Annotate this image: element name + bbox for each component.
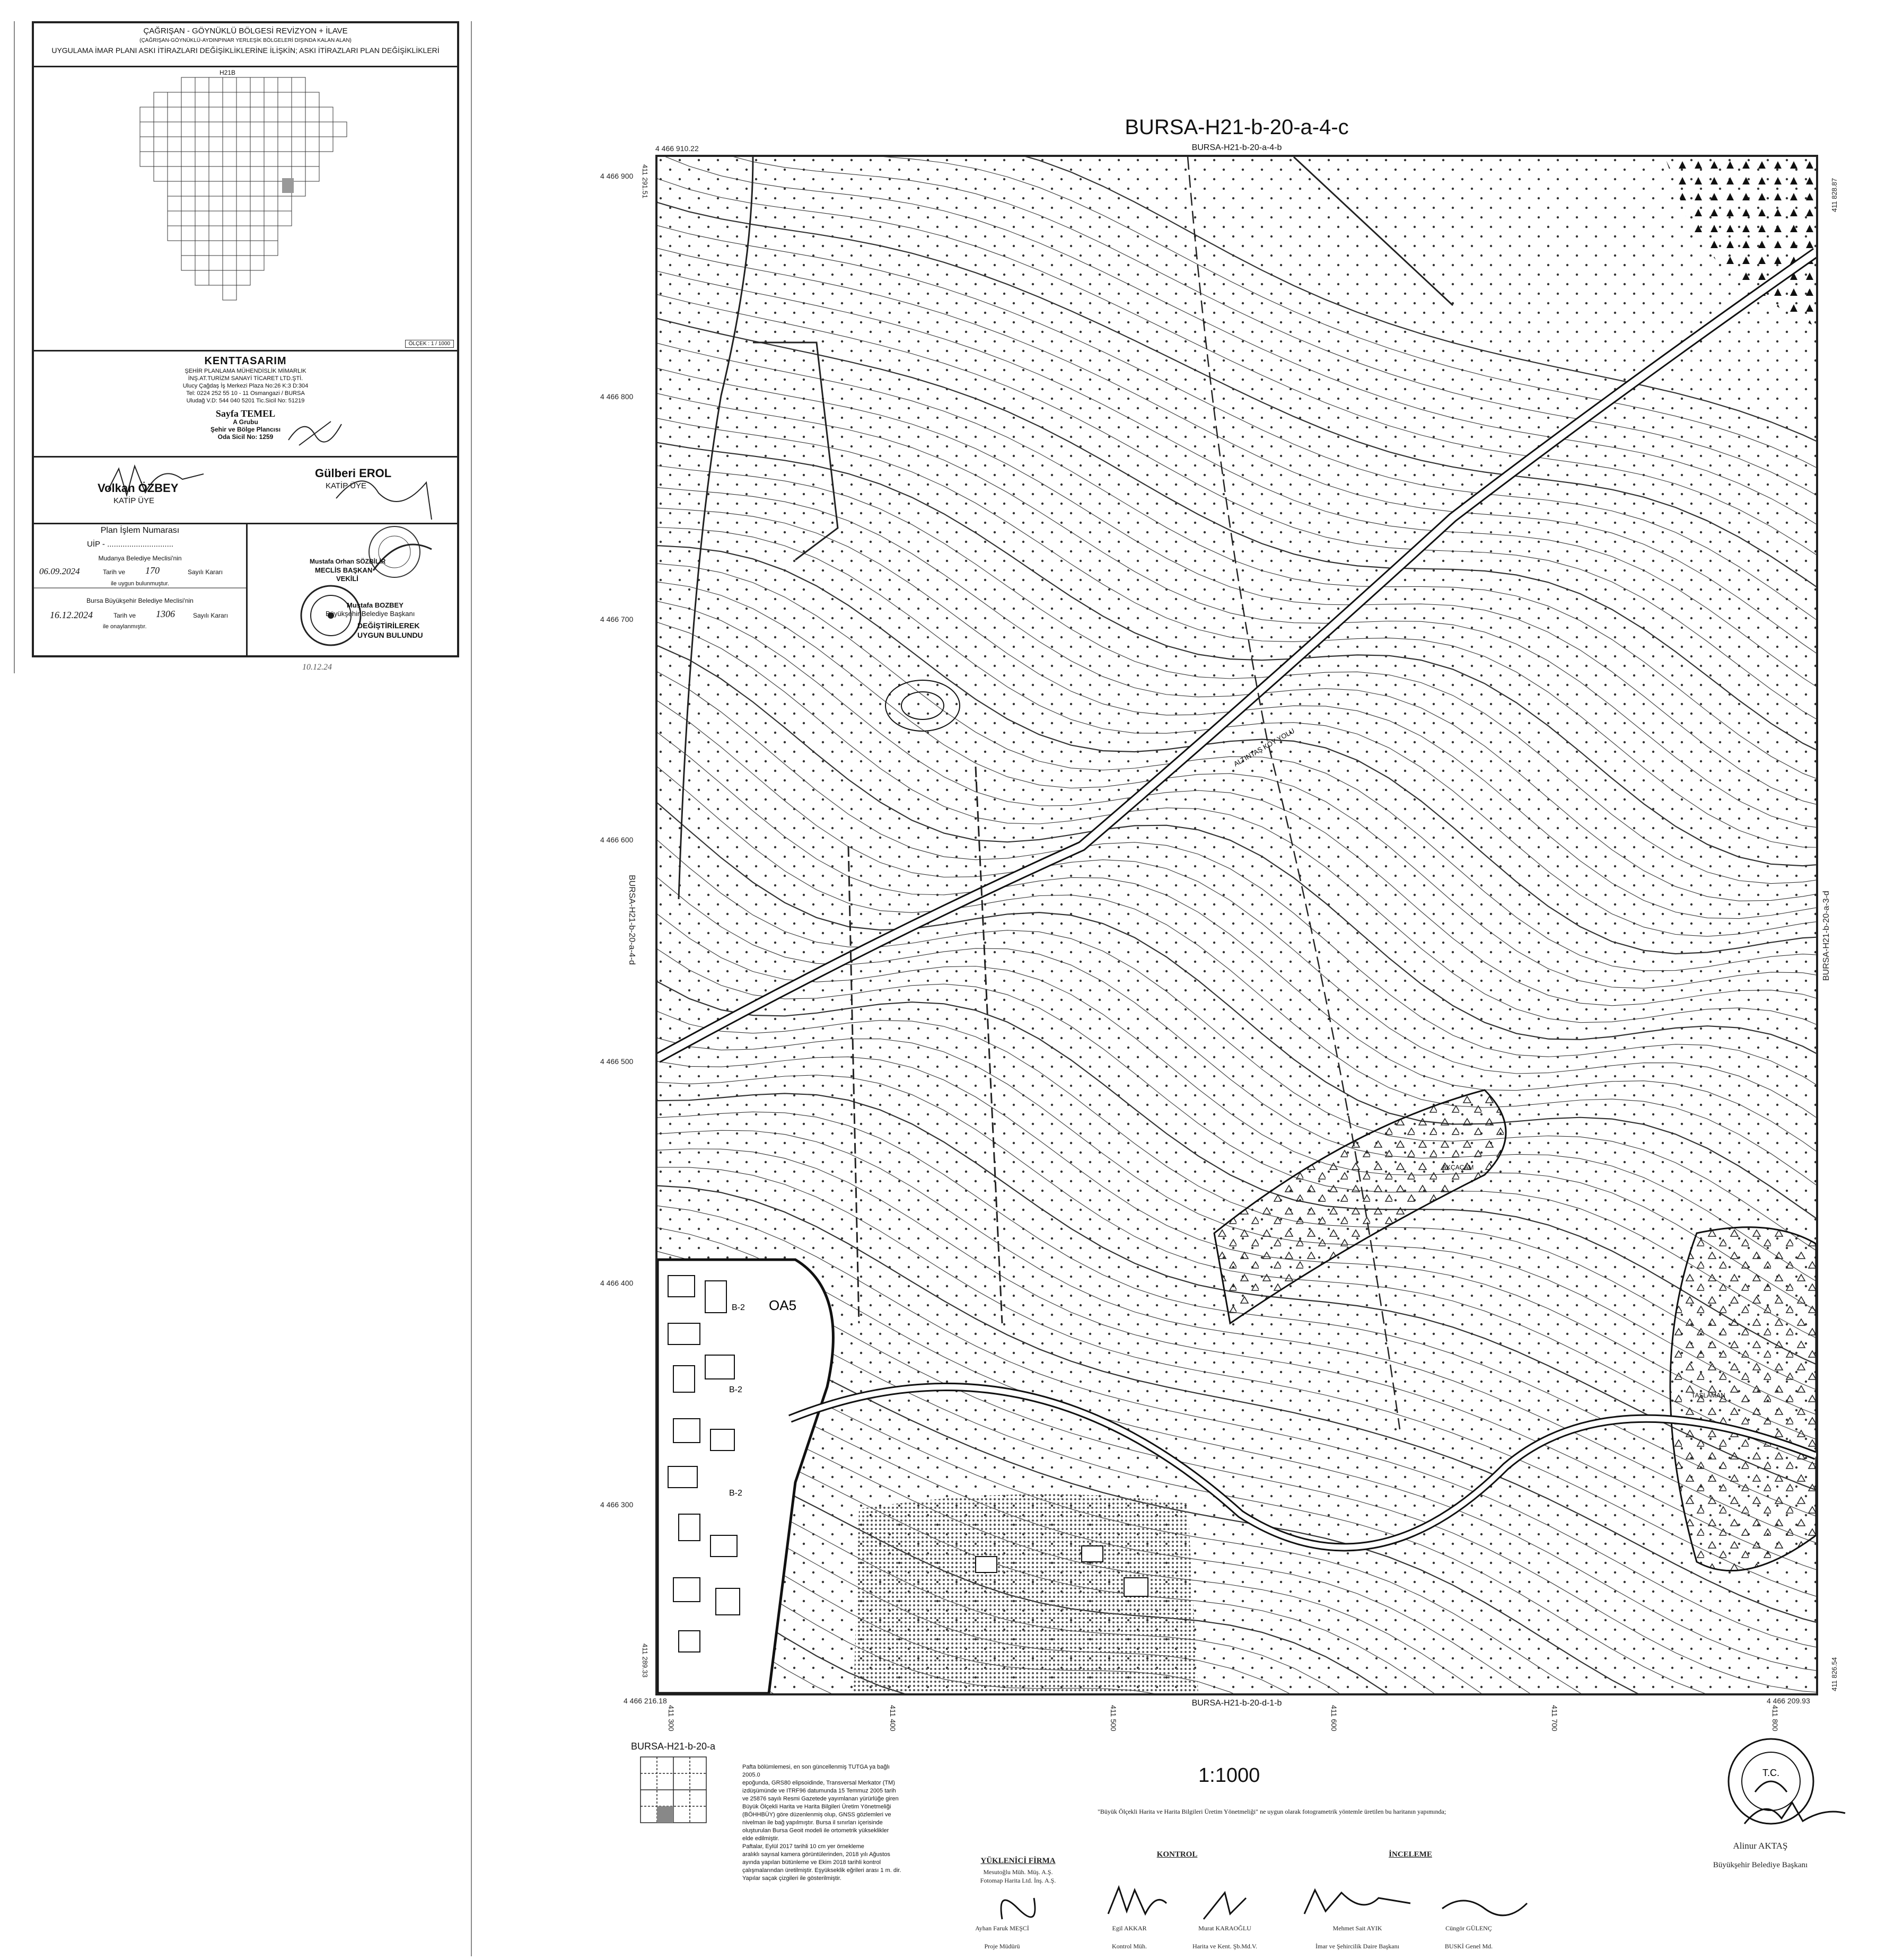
index-cell bbox=[264, 122, 278, 137]
index-cell bbox=[292, 77, 305, 92]
index-cell bbox=[195, 181, 209, 196]
firm-title: YÜKLENİCİ FİRMA bbox=[980, 1857, 1056, 1865]
bottom-tick: 411 400 bbox=[889, 1705, 897, 1732]
index-cell bbox=[181, 241, 195, 256]
meclis-stamp-line: VEKİLİ bbox=[336, 575, 358, 583]
firm-line: Fotomap Harita Ltd. İnş. A.Ş. bbox=[980, 1877, 1056, 1884]
left-tick: 4 466 500 bbox=[600, 1057, 634, 1066]
index-cell bbox=[168, 152, 181, 166]
signatory-name: Murat KARAOĞLU bbox=[1198, 1924, 1251, 1932]
note-line: nivelman ile bağ yapılmıştır. Bursa il sınırları içerisinde bbox=[742, 1820, 883, 1826]
index-cell bbox=[195, 256, 209, 270]
clerk-signature-right bbox=[331, 461, 437, 520]
index-cell bbox=[223, 152, 236, 166]
index-cell bbox=[264, 226, 278, 241]
index-cell bbox=[250, 196, 264, 211]
index-cell bbox=[140, 122, 154, 137]
index-cell bbox=[223, 166, 236, 181]
index-cell bbox=[250, 77, 264, 92]
signatory-name: Mehmet Sait AYIK bbox=[1332, 1924, 1382, 1932]
index-cell bbox=[195, 226, 209, 241]
signatory-role: BUSKİ Genel Md. bbox=[1444, 1943, 1493, 1950]
index-cell bbox=[278, 107, 292, 122]
plan-number-title: Plan İşlem Numarası bbox=[100, 526, 180, 535]
index-cell bbox=[195, 77, 209, 92]
index-cell bbox=[209, 77, 223, 92]
left-tick: 4 466 400 bbox=[600, 1279, 634, 1287]
index-cell bbox=[250, 181, 264, 196]
header-line-1: ÇAĞRIŞAN - GÖYNÜKLÜ BÖLGESİ REVİZYON + İLAVE bbox=[143, 27, 348, 36]
map-scale: 1:1000 bbox=[1198, 1764, 1260, 1787]
planner-line: A Grubu bbox=[233, 418, 258, 426]
index-cell bbox=[181, 77, 195, 92]
bursa-line-3: ile onaylanmıştır. bbox=[103, 623, 147, 630]
building bbox=[673, 1578, 700, 1602]
index-cell bbox=[168, 92, 181, 107]
building bbox=[716, 1588, 740, 1615]
index-cell bbox=[209, 152, 223, 166]
signatures bbox=[976, 1882, 1559, 1930]
index-grid-map bbox=[34, 72, 457, 348]
index-cell bbox=[209, 137, 223, 152]
index-cell bbox=[223, 137, 236, 152]
index-cell bbox=[195, 107, 209, 122]
index-cell bbox=[181, 122, 195, 137]
signatory-name: Ayhan Faruk MEŞCİ bbox=[975, 1924, 1029, 1932]
bursa-line-1: Bursa Büyükşehir Belediye Meclisi'nin bbox=[86, 597, 194, 604]
index-cell bbox=[140, 137, 154, 152]
b2-label: B-2 bbox=[729, 1489, 742, 1498]
index-cell bbox=[292, 107, 305, 122]
index-cell bbox=[209, 122, 223, 137]
index-cell bbox=[223, 196, 236, 211]
index-cell bbox=[168, 107, 181, 122]
index-cell bbox=[140, 107, 154, 122]
index-cell bbox=[278, 196, 292, 211]
b2-label: B-2 bbox=[729, 1385, 742, 1394]
approval-section bbox=[34, 523, 457, 655]
index-cell bbox=[223, 270, 236, 285]
note-line: ayında yapılan bütünleme ve Ekim 2018 tarihli kontrol bbox=[742, 1859, 881, 1866]
index-cell bbox=[250, 122, 264, 137]
bb-stamp-line: DEĞİŞTİRİLEREK bbox=[357, 621, 420, 630]
index-cell bbox=[181, 226, 195, 241]
index-cell bbox=[223, 241, 236, 256]
index-cell bbox=[181, 196, 195, 211]
index-cell bbox=[223, 107, 236, 122]
bottom-tick: 411 700 bbox=[1550, 1705, 1559, 1732]
clerk-left-name: Volkan ÖZBEY bbox=[98, 481, 179, 495]
header-line-3: UYGULAMA İMAR PLANI ASKI İTİRAZLARI DEĞİŞİKLİKLERİNE İLİŞKİN; ASKI İTİRAZLARI PLAN DEĞİŞİKLİKLERİ bbox=[51, 46, 440, 55]
forest-label: AKÇAÇAM bbox=[1442, 1164, 1474, 1171]
note-block-2 bbox=[742, 1843, 901, 1883]
index-cell bbox=[223, 77, 236, 92]
left-tick: 4 466 900 bbox=[600, 172, 634, 180]
note-line: Yapılar saçak çizgileri ile gösterilmiştir. bbox=[742, 1875, 841, 1882]
index-cell bbox=[168, 226, 181, 241]
index-cell bbox=[154, 166, 168, 181]
index-cell bbox=[209, 270, 223, 285]
index-cell bbox=[154, 107, 168, 122]
mudanya-no: 170 bbox=[145, 565, 160, 576]
index-cell bbox=[209, 166, 223, 181]
index-cell bbox=[236, 92, 250, 107]
left-tick: 4 466 300 bbox=[600, 1500, 634, 1509]
neighbor-left: BURSA-H21-b-20-a-4-d bbox=[627, 875, 636, 965]
index-cell bbox=[154, 137, 168, 152]
clerk-right-name: Gülberi EROL bbox=[315, 467, 392, 480]
index-cell bbox=[250, 166, 264, 181]
signatory-name: Cüngör GÜLENÇ bbox=[1445, 1924, 1492, 1932]
building bbox=[976, 1557, 997, 1572]
company-line: Ulucy Çağdaş İş Merkezi Plaza No:26 K:3 D:304 bbox=[182, 383, 309, 389]
index-cell bbox=[209, 196, 223, 211]
clerks-section bbox=[34, 456, 457, 524]
left-tick: 4 466 700 bbox=[600, 615, 634, 623]
index-cell bbox=[168, 211, 181, 226]
building bbox=[705, 1355, 734, 1379]
legend-header bbox=[34, 23, 457, 67]
building bbox=[711, 1429, 734, 1451]
index-cell bbox=[236, 196, 250, 211]
index-cell bbox=[168, 122, 181, 137]
index-cell bbox=[264, 137, 278, 152]
index-cell bbox=[209, 92, 223, 107]
index-cell bbox=[236, 256, 250, 270]
mudanya-tarih: Tarih ve bbox=[103, 568, 126, 576]
index-cell bbox=[250, 256, 264, 270]
note-line: Paftalar, Eylül 2017 tarihli 10 cm yer örnekleme bbox=[742, 1843, 864, 1850]
index-cell bbox=[140, 152, 154, 166]
index-cell bbox=[319, 107, 333, 122]
neighbor-bottom: BURSA-H21-b-20-d-1-b bbox=[1191, 1699, 1282, 1708]
index-cell bbox=[319, 137, 333, 152]
page-border-mid bbox=[471, 21, 472, 1956]
bursa-date: 16.12.2024 bbox=[50, 610, 93, 620]
index-cell bbox=[278, 92, 292, 107]
company-section bbox=[34, 350, 457, 458]
approval-divider bbox=[246, 523, 248, 655]
index-cell bbox=[195, 211, 209, 226]
building bbox=[679, 1631, 700, 1652]
index-cell bbox=[181, 92, 195, 107]
index-cell bbox=[319, 122, 333, 137]
bb-stamp-line: UYGUN BULUNDU bbox=[357, 631, 423, 639]
mudanya-sayili: Sayılı Kararı bbox=[188, 568, 223, 576]
index-cell bbox=[305, 152, 319, 166]
index-cell bbox=[209, 107, 223, 122]
left-tick: 4 466 600 bbox=[600, 836, 634, 844]
index-cell bbox=[236, 122, 250, 137]
index-cell bbox=[195, 196, 209, 211]
index-cell bbox=[264, 211, 278, 226]
index-cell bbox=[236, 270, 250, 285]
control-title: KONTROL bbox=[1156, 1850, 1198, 1859]
signatory-role: Kontrol Müh. bbox=[1112, 1943, 1147, 1950]
note-line: çalışmalarından üretilmiştir. Eşyükseklik eğrileri arası 1 m. dir. bbox=[742, 1867, 901, 1874]
note-line: oluşturulan Bursa Geoit modeli ile ortometrik yükseklikler elde edilmiştir. bbox=[742, 1827, 889, 1842]
index-cell bbox=[292, 152, 305, 166]
index-cell bbox=[154, 122, 168, 137]
index-cell bbox=[168, 166, 181, 181]
index-cell bbox=[181, 256, 195, 270]
index-cell bbox=[250, 152, 264, 166]
page-border-left bbox=[14, 21, 15, 673]
inspection-title: İNCELEME bbox=[1389, 1850, 1432, 1859]
index-cell bbox=[305, 107, 319, 122]
legend-panel bbox=[32, 21, 459, 657]
header-line-2: (ÇAĞRIŞAN-GÖYNÜKLÜ-AYDINPINAR YERLEŞİK BÖLGELERİ DIŞINDA KALAN ALAN) bbox=[139, 38, 352, 43]
road-label: ALTINTAŞ KÖY YOLU bbox=[1232, 726, 1296, 768]
bottom-tick: 411 300 bbox=[667, 1705, 676, 1732]
building bbox=[705, 1281, 726, 1313]
index-cell bbox=[264, 107, 278, 122]
building bbox=[673, 1419, 700, 1443]
corner-bl: 4 466 216.18 bbox=[624, 1697, 667, 1705]
bb-stamp-line: Mustafa BOZBEY bbox=[347, 601, 404, 609]
index-cell bbox=[278, 152, 292, 166]
index-cell bbox=[278, 137, 292, 152]
index-cell bbox=[223, 256, 236, 270]
map-title: BURSA-H21-b-20-a-4-c bbox=[1125, 116, 1349, 139]
corner-bl-x: 411 289.33 bbox=[641, 1643, 649, 1678]
index-cell bbox=[292, 122, 305, 137]
building bbox=[1082, 1546, 1103, 1562]
company-name: KENTTASARIM bbox=[204, 355, 287, 367]
clerk-left-role: KATİP ÜYE bbox=[113, 496, 154, 505]
index-cell bbox=[236, 137, 250, 152]
meclis-stamp-line: Mustafa Orhan SÖZBİLİR bbox=[310, 558, 386, 565]
index-cell bbox=[305, 166, 319, 181]
neighbor-right: BURSA-H21-b-20-a-3-d bbox=[1822, 891, 1831, 981]
index-cell bbox=[195, 241, 209, 256]
index-cell bbox=[264, 181, 278, 196]
index-cell bbox=[278, 211, 292, 226]
clerk-right-role: KATİP ÜYE bbox=[326, 481, 366, 490]
mudanya-line-3: ile uygun bulunmuştur. bbox=[110, 581, 170, 587]
sheet-index-highlight bbox=[657, 1806, 673, 1823]
planner-name: Sayfa TEMEL bbox=[215, 408, 276, 419]
index-cell bbox=[209, 226, 223, 241]
mayor-signature bbox=[1734, 1792, 1850, 1834]
bursa-no: 1306 bbox=[156, 609, 175, 619]
corner-tl: 4 466 910.22 bbox=[655, 144, 699, 153]
index-cell bbox=[223, 181, 236, 196]
meclis-stamp-line: MECLİS BAŞKAN bbox=[315, 566, 373, 574]
building bbox=[679, 1514, 700, 1541]
index-cell bbox=[181, 211, 195, 226]
mudanya-line-1: Mudanya Belediye Meclisi'nin bbox=[98, 555, 182, 562]
firm-line: Mesutoğlu Müh. Müş. A.Ş. bbox=[983, 1868, 1053, 1876]
planner-line: Şehir ve Bölge Plancısı bbox=[210, 426, 281, 433]
note-line: aralıklı sayısal kamera görüntülerinden, 2018 yılı Ağustos bbox=[742, 1851, 890, 1858]
signatory-role: Harita ve Kent. Şb.Md.V. bbox=[1192, 1943, 1258, 1950]
note-line: ve 25876 sayılı Resmi Gazetede yayımlanan yürürlüğe giren bbox=[742, 1796, 899, 1802]
regulation-note: "Büyük Ölçekli Harita ve Harita Bilgileri Üretim Yönetmeliği" ne uygun olarak fotogrametrik yöntemle üretilen bu haritanın yapımında; bbox=[1098, 1808, 1446, 1815]
index-cell bbox=[264, 196, 278, 211]
index-cell bbox=[264, 241, 278, 256]
topographic-map bbox=[657, 157, 1816, 1693]
index-cell bbox=[209, 241, 223, 256]
index-cell bbox=[250, 241, 264, 256]
note-line: Büyük Ölçekli Harita ve Harita Bilgileri Üretim Yönetmeliği bbox=[742, 1804, 891, 1810]
vegetation-dots bbox=[657, 157, 1816, 1693]
index-cell bbox=[236, 181, 250, 196]
uip-field: UİP - .............................. bbox=[87, 540, 174, 549]
signatory-role: İmar ve Şehircilik Daire Başkanı bbox=[1315, 1943, 1399, 1950]
index-cell bbox=[250, 226, 264, 241]
mayor-role: Büyükşehir Belediye Başkanı bbox=[1713, 1861, 1808, 1869]
map-frame bbox=[655, 155, 1818, 1695]
index-cell bbox=[333, 122, 347, 137]
corner-tr-x: 411 828.87 bbox=[1830, 178, 1838, 212]
index-cell bbox=[236, 107, 250, 122]
index-cell bbox=[168, 196, 181, 211]
seal-text: T.C. bbox=[1762, 1768, 1780, 1778]
index-cell bbox=[181, 166, 195, 181]
index-cell bbox=[209, 211, 223, 226]
bottom-tick: 411 600 bbox=[1330, 1705, 1338, 1732]
note-line: (BÖHHBÜY) göre düzenlenmiş olup, GNSS gözlemleri ve bbox=[742, 1812, 891, 1818]
note-line: izdüşümünde ve ITRF96 datumunda 15 Temmuz 2005 tarih bbox=[742, 1788, 896, 1794]
index-cell bbox=[305, 137, 319, 152]
building bbox=[668, 1276, 695, 1297]
index-cell bbox=[223, 285, 236, 300]
index-cell bbox=[195, 166, 209, 181]
mudanya-date: 06.09.2024 bbox=[39, 566, 80, 576]
index-cell bbox=[236, 241, 250, 256]
building bbox=[668, 1466, 697, 1488]
index-cell bbox=[181, 152, 195, 166]
signatory-role: Proje Müdürü bbox=[984, 1943, 1020, 1950]
index-cell bbox=[154, 152, 168, 166]
bursa-tarih: Tarih ve bbox=[113, 612, 136, 619]
index-cell bbox=[250, 137, 264, 152]
index-cell bbox=[264, 152, 278, 166]
index-cell bbox=[292, 92, 305, 107]
building bbox=[711, 1535, 737, 1557]
index-cell bbox=[181, 181, 195, 196]
note-block-1 bbox=[742, 1763, 901, 1843]
handwritten-date: 10.12.24 bbox=[302, 663, 332, 672]
index-cell bbox=[223, 92, 236, 107]
index-cell bbox=[195, 270, 209, 285]
index-cell bbox=[195, 152, 209, 166]
building bbox=[1124, 1578, 1148, 1596]
building bbox=[673, 1366, 695, 1392]
index-cell bbox=[236, 152, 250, 166]
index-cell bbox=[305, 122, 319, 137]
index-cell bbox=[209, 256, 223, 270]
index-cell bbox=[195, 92, 209, 107]
bottom-tick: 411 800 bbox=[1771, 1705, 1779, 1732]
index-cell bbox=[236, 211, 250, 226]
index-cell bbox=[168, 137, 181, 152]
b2-label: B-2 bbox=[732, 1303, 745, 1312]
sheet-index-grid bbox=[639, 1756, 708, 1825]
index-cell bbox=[264, 166, 278, 181]
index-cell bbox=[278, 122, 292, 137]
index-cell bbox=[250, 107, 264, 122]
forest-label: TAŞLAMAN bbox=[1691, 1392, 1725, 1399]
index-map-label: H21B bbox=[220, 69, 236, 76]
zone-label: OA5 bbox=[769, 1297, 797, 1313]
index-cell bbox=[236, 226, 250, 241]
left-tick: 4 466 800 bbox=[600, 392, 634, 401]
company-line: ŞEHİR PLANLAMA MÜHENDİSLİK MİMARLIK bbox=[185, 368, 306, 374]
index-cell bbox=[181, 137, 195, 152]
company-line: Tel: 0224 252 55 10 - 11 Osmangazi / BURSA bbox=[186, 390, 305, 397]
index-cell bbox=[264, 77, 278, 92]
mayor-name: Alinur AKTAŞ bbox=[1733, 1841, 1788, 1851]
signatory-name: Egil AKKAR bbox=[1112, 1924, 1147, 1932]
note-line: Pafta bölümlemesi, en son güncellenmiş TUTGA ya bağlı 2005.0 bbox=[742, 1764, 890, 1778]
index-cell bbox=[223, 226, 236, 241]
index-cell bbox=[250, 92, 264, 107]
current-sheet-marker bbox=[282, 178, 294, 193]
bb-stamp-line: Büyükşehir Belediye Başkanı bbox=[326, 610, 415, 618]
index-cell bbox=[236, 77, 250, 92]
building bbox=[668, 1323, 700, 1344]
index-cell bbox=[223, 211, 236, 226]
index-cell bbox=[292, 137, 305, 152]
company-line: Uludağ V.D: 544 040 5201 Tic.Sicil No: 51219 bbox=[186, 398, 305, 404]
index-cell bbox=[264, 92, 278, 107]
index-cell bbox=[168, 181, 181, 196]
planner-line: Oda Sicil No: 1259 bbox=[217, 433, 274, 441]
planner-signature bbox=[283, 414, 347, 451]
bottom-tick: 411 500 bbox=[1109, 1705, 1118, 1732]
corner-br-x: 411 826.54 bbox=[1830, 1657, 1838, 1691]
index-cell bbox=[223, 122, 236, 137]
note-line: epoğunda, GRS80 elipsoidinde, Transversal Merkator (TM) bbox=[742, 1780, 895, 1786]
index-cell bbox=[250, 211, 264, 226]
corner-tl-x: 411 291.51 bbox=[641, 164, 649, 199]
index-cell bbox=[278, 77, 292, 92]
index-cell bbox=[305, 92, 319, 107]
corner-br: 4 466 209.93 bbox=[1767, 1697, 1810, 1705]
index-cell bbox=[181, 107, 195, 122]
index-cell bbox=[236, 166, 250, 181]
sheet-index-title: BURSA-H21-b-20-a bbox=[631, 1741, 716, 1752]
company-line: İNŞ.AT.TURİZM SANAYİ TİCARET LTD.ŞTİ. bbox=[188, 375, 303, 382]
index-cell bbox=[154, 92, 168, 107]
index-cell bbox=[209, 181, 223, 196]
index-cell bbox=[195, 137, 209, 152]
neighbor-top: BURSA-H21-b-20-a-4-b bbox=[1191, 143, 1282, 152]
index-map-section bbox=[34, 66, 457, 351]
bursa-sayili: Sayılı Kararı bbox=[193, 612, 229, 619]
scale-note: ÖLÇEK : 1 / 1000 bbox=[405, 340, 454, 348]
index-cell bbox=[195, 122, 209, 137]
